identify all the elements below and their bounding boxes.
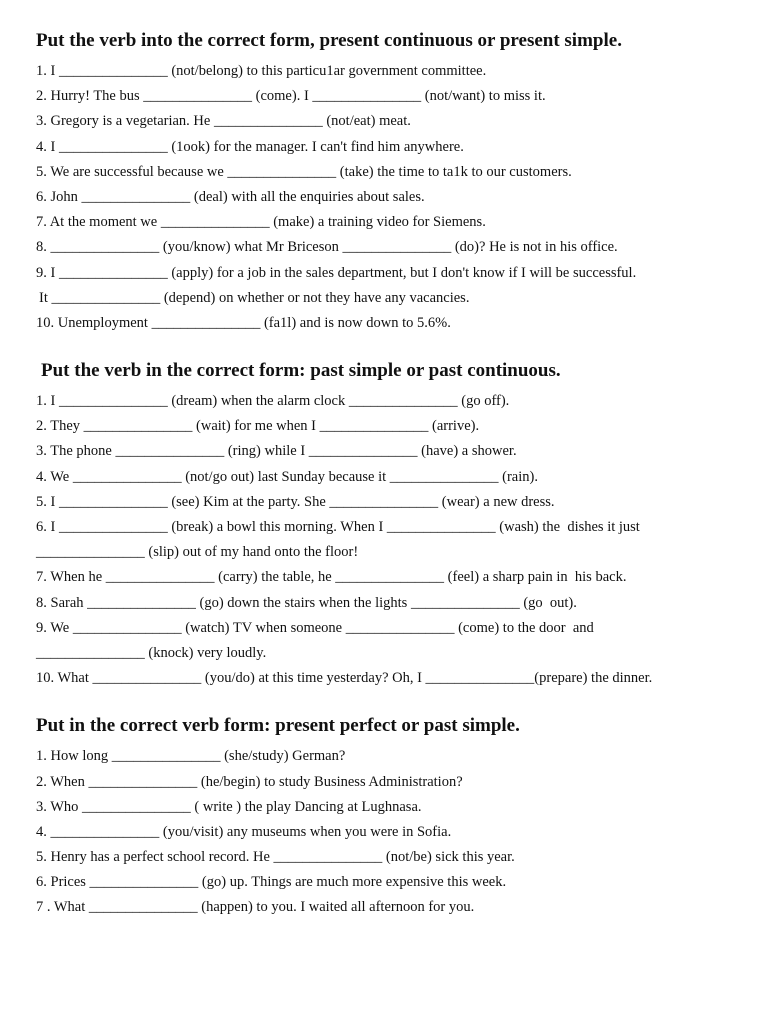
exercise-heading: Put the verb into the correct form, present continuous or present simple.	[36, 30, 622, 51]
exercise-item-continuation: It _______________ (depend) on whether or not they have any vacancies.	[39, 289, 470, 306]
exercise-item: 4. I _______________ (1ook) for the manager. I can't find him anywhere.	[36, 138, 464, 155]
exercise-item: 6. Prices _______________ (go) up. Things are much more expensive this week.	[36, 874, 507, 891]
exercise-item: 4. We _______________ (not/go out) last Sunday because it _______________ (rain).	[36, 468, 538, 485]
exercise-item: 3. Who _______________ ( write ) the play Dancing at Lughnasa.	[36, 798, 422, 815]
exercise-present-perfect-past-simple	[36, 713, 736, 920]
exercise-item: 1. I _______________ (not/belong) to this particu1ar government committee.	[36, 63, 487, 79]
exercise-item: 10. What _______________ (you/do) at this time yesterday? Oh, I _______________(prepare) the dinner.	[36, 670, 653, 687]
exercise-heading: Put the verb in the correct form: past simple or past continuous.	[41, 360, 561, 382]
exercise-heading: Put in the correct verb form: present perfect or past simple.	[36, 715, 520, 737]
exercise-past-simple-continuous	[36, 358, 736, 691]
exercise-item: 6. I _______________ (break) a bowl this morning. When I _______________ (wash) the dishes it just	[36, 519, 640, 535]
worksheet	[36, 28, 736, 921]
exercise-item: 2. When _______________ (he/begin) to study Business Administration?	[36, 773, 463, 790]
exercise-item: 5. We are successful because we _______________ (take) the time to ta1k to our customers.	[36, 163, 572, 180]
exercise-item: 3. The phone _______________ (ring) while I _______________ (have) a shower.	[36, 443, 517, 460]
exercise-item-continuation: _______________ (knock) very loudly.	[36, 644, 267, 661]
exercise-item: 6. John _______________ (deal) with all the enquiries about sales.	[36, 188, 425, 205]
exercise-item-continuation: _______________ (slip) out of my hand onto the floor!	[36, 544, 359, 561]
exercise-item: 7. When he _______________ (carry) the table, he _______________ (feel) a sharp pain in his back.	[36, 569, 627, 586]
exercise-item: 9. We _______________ (watch) TV when someone _______________ (come) to the door and	[36, 619, 594, 636]
exercise-item: 7 . What _______________ (happen) to you. I waited all afternoon for you.	[36, 899, 475, 916]
exercise-item: 1. How long _______________ (she/study) German?	[36, 748, 346, 765]
exercise-item: 4. _______________ (you/visit) any museums when you were in Sofia.	[36, 823, 452, 840]
exercise-present-continuous-simple	[36, 28, 736, 336]
exercise-item: 3. Gregory is a vegetarian. He _______________ (not/eat) meat.	[36, 113, 411, 130]
exercise-item: 7. At the moment we _______________ (make) a training video for Siemens.	[36, 214, 486, 231]
exercise-item: 5. Henry has a perfect school record. He _______________ (not/be) sick this year.	[36, 849, 515, 866]
exercise-item: 2. They _______________ (wait) for me when I _______________ (arrive).	[36, 418, 480, 435]
exercise-item: 9. I _______________ (apply) for a job in the sales department, but I don't know if I will be successful.	[36, 264, 637, 281]
exercise-item: 1. I _______________ (dream) when the alarm clock _______________ (go off).	[36, 393, 510, 410]
exercise-item: 2. Hurry! The bus _______________ (come). I _______________ (not/want) to miss it.	[36, 88, 546, 105]
exercise-item: 8. Sarah _______________ (go) down the stairs when the lights _______________ (go out).	[36, 594, 577, 611]
exercise-item: 5. I _______________ (see) Kim at the party. She _______________ (wear) a new dress.	[36, 493, 555, 510]
exercise-item: 10. Unemployment _______________ (fa1l) and is now down to 5.6%.	[36, 314, 451, 331]
exercise-item: 8. _______________ (you/know) what Mr Briceson _______________ (do)? He is not in his office.	[36, 239, 618, 256]
